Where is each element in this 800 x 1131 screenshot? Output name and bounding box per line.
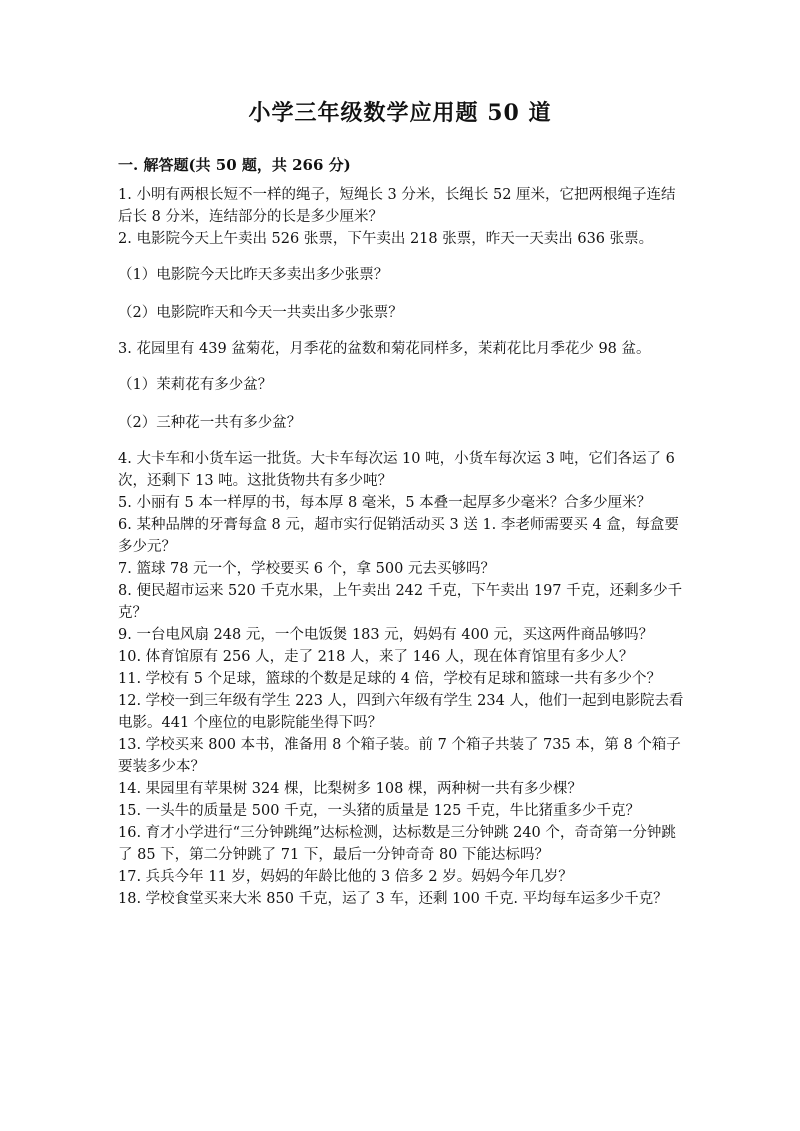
section-heading: 一. 解答题(共 50 题，共 266 分)	[118, 156, 351, 174]
problem-4: 4. 大卡车和小货车运一批货。大卡车每次运 10 吨，小货车每次运 3 吨，它们各运了 6 次，还剩下 13 吨。这批货物共有多少吨？	[118, 451, 675, 489]
problem-5: 5. 小丽有 5 本一样厚的书，每本厚 8 毫米，5 本叠一起厚多少毫米？合多少厘米？	[118, 495, 652, 511]
problem-13: 13. 学校买来 800 本书，准备用 8 个箱子装。前 7 个箱子共装了 735 本，第 8 个箱子要装多少本？	[118, 737, 681, 775]
problem-15: 15. 一头牛的质量是 500 千克，一头猪的质量是 125 千克，牛比猪重多少千克？	[118, 803, 640, 819]
problem-16: 16. 育才小学进行“三分钟跳绳”达标检测，达标数是三分钟跳 240 个，奇奇第一分钟跳了 85 下，第二分钟跳了 71 下，最后一分钟奇奇 80 下能达标吗？	[118, 825, 676, 863]
problem-17: 17. 兵兵今年 11 岁，妈妈的年龄比他的 3 倍多 2 岁。妈妈今年几岁？	[118, 869, 573, 885]
problem-18: 18. 学校食堂买来大米 850 千克，运了 3 车，还剩 100 千克. 平均每车运多少千克？	[118, 891, 668, 907]
problem-3-subquestions	[118, 374, 690, 434]
page-title: 小学三年级数学应用题 50 道	[248, 100, 552, 126]
problem-12: 12. 学校一到三年级有学生 223 人，四到六年级有学生 234 人，他们一起到电影院去看电影。441 个座位的电影院能坐得下吗？	[118, 693, 684, 731]
problem-6: 6. 某种品牌的牙膏每盒 8 元，超市实行促销活动买 3 送 1. 李老师需要买 4 盒，每盒要多少元？	[118, 517, 679, 555]
problem-10: 10. 体育馆原有 256 人，走了 218 人，来了 146 人，现在体育馆里有多少人？	[118, 649, 634, 665]
problem-3: 3. 花园里有 439 盆菊花，月季花的盆数和菊花同样多，茉莉花比月季花少 98 盆。	[118, 341, 651, 357]
problem-14: 14. 果园里有苹果树 324 棵，比梨树多 108 棵，两种树一共有多少棵？	[118, 781, 582, 797]
problem-9: 9. 一台电风扇 248 元，一个电饭煲 183 元，妈妈有 400 元，买这两件商品够吗？	[118, 627, 654, 643]
problem-1: 1. 小明有两根长短不一样的绳子，短绳长 3 分米，长绳长 52 厘米，它把两根绳子连结后长 8 分米，连结部分的长是多少厘米？	[118, 187, 676, 225]
problem-8: 8. 便民超市运来 520 千克水果，上午卖出 242 千克，下午卖出 197 千克，还剩多少千克？	[118, 583, 683, 621]
problem-3-subquestion-2: （2）三种花一共有多少盆？	[118, 415, 302, 431]
problem-2-subquestion-2: （2）电影院昨天和今天一共卖出多少张票？	[118, 305, 403, 321]
problem-list	[118, 184, 690, 910]
problem-2-subquestion-1: （1）电影院今天比昨天多卖出多少张票？	[118, 267, 389, 283]
problem-2-subquestions	[118, 264, 690, 324]
problem-11: 11. 学校有 5 个足球，篮球的个数是足球的 4 倍，学校有足球和篮球一共有多少个？	[118, 671, 662, 687]
problem-7: 7. 篮球 78 元一个，学校要买 6 个，拿 500 元去买够吗？	[118, 561, 495, 577]
problem-3-subquestion-1: （1）茉莉花有多少盆？	[118, 377, 273, 393]
problem-2: 2. 电影院今天上午卖出 526 张票，下午卖出 218 张票，昨天一天卖出 636 张票。	[118, 231, 654, 247]
